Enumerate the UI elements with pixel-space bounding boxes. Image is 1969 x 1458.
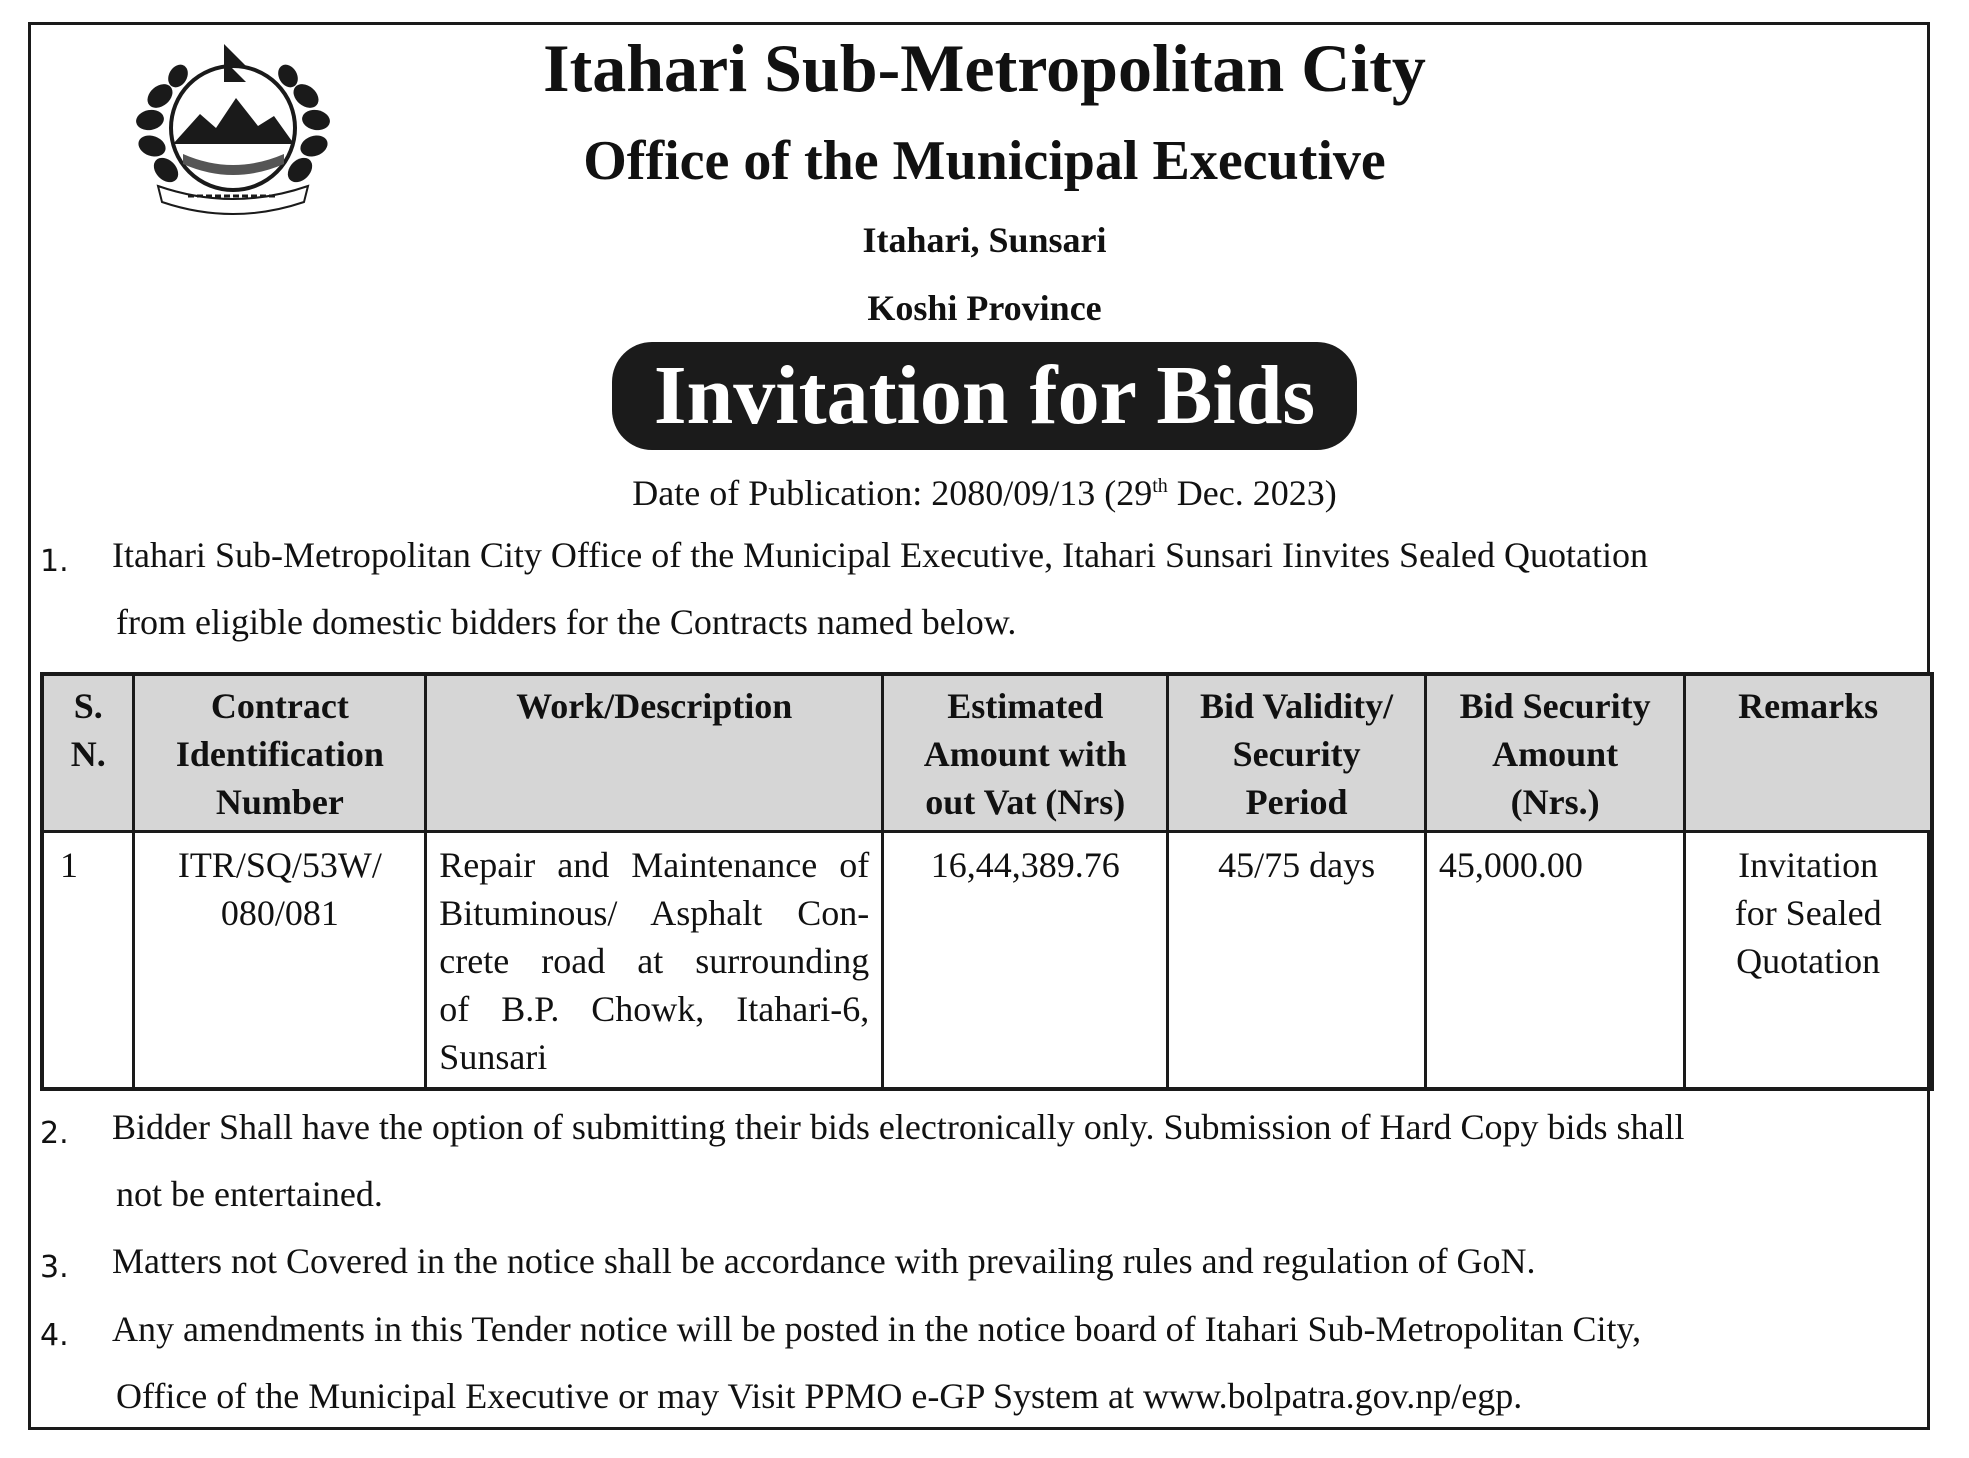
paragraph-3: [40, 1228, 1940, 1295]
cell-line: Sunsari: [439, 1037, 548, 1077]
cell-line: Invitation: [1738, 845, 1879, 885]
header-description: [426, 674, 883, 832]
header-line: Bid Security: [1459, 686, 1651, 726]
cell-security: 45,000.00: [1425, 832, 1684, 1090]
paragraph-number: 4.: [40, 1318, 69, 1353]
header-line: Number: [215, 782, 344, 822]
publication-date: [0, 462, 1969, 517]
notice-title: Invitation for Bids: [612, 342, 1357, 450]
header-line: S.: [73, 686, 103, 726]
header-line: Estimated: [947, 686, 1104, 726]
bids-table: [40, 672, 1934, 1091]
paragraph-1: [40, 522, 1940, 656]
cell-remarks: [1685, 832, 1932, 1090]
header-remarks: [1685, 674, 1932, 832]
header-line: Remarks: [1738, 686, 1879, 726]
header-sn: [42, 674, 134, 832]
header-line: Bid Validity/: [1200, 686, 1394, 726]
header-line: out Vat (Nrs): [925, 782, 1126, 822]
cell-line: of B.P. Chowk, Itahari-6,: [439, 989, 870, 1029]
publication-date-sup: th: [1152, 475, 1168, 497]
paragraph-number: 2.: [40, 1116, 69, 1151]
province-name: Koshi Province: [867, 288, 1102, 328]
cell-amount: 16,44,389.76: [883, 832, 1168, 1090]
cell-line: ITR/SQ/53W/: [177, 845, 382, 885]
header-line: Amount with: [923, 734, 1127, 774]
cell-line: Quotation: [1736, 941, 1881, 981]
cell-description: [426, 832, 883, 1090]
cell-sn: 1: [42, 832, 134, 1090]
header-line: Work/Description: [516, 686, 793, 726]
cell-validity: 45/75 days: [1168, 832, 1426, 1090]
paragraph-number: 1.: [40, 544, 69, 579]
publication-date-rest: Dec. 2023): [1167, 473, 1337, 513]
header-line: N.: [70, 734, 106, 774]
cell-line: 080/081: [220, 893, 339, 933]
office-name: Office of the Municipal Executive: [583, 130, 1386, 192]
paragraph-line: from eligible domestic bidders for the Contracts named below.: [116, 602, 1017, 642]
paragraph-line: Bidder Shall have the option of submitting their bids electronically only. Submission of Hard Copy bids shall: [112, 1107, 1685, 1147]
notice-title-wrap: [0, 342, 1969, 450]
header-line: (Nrs.): [1510, 782, 1600, 822]
header-bid-security: [1425, 674, 1684, 832]
header-line: Identification: [175, 734, 384, 774]
paragraph-line: Any amendments in this Tender notice will be posted in the notice board of Itahari Sub-Metropolitan City,: [112, 1309, 1642, 1349]
paragraph-number: 3.: [40, 1250, 69, 1285]
publication-date-label: Date of Publication: 2080/09/13 (29: [632, 473, 1153, 513]
header-line: Security: [1232, 734, 1361, 774]
table-header-row: [42, 674, 1932, 832]
table-row: [42, 832, 1932, 1090]
header-line: Contract: [210, 686, 349, 726]
header-estimated-amount: [883, 674, 1168, 832]
header-bid-validity: [1168, 674, 1426, 832]
paragraph-line: Matters not Covered in the notice shall be accordance with prevailing rules and regulation of GoN.: [112, 1241, 1536, 1281]
paragraph-line: Office of the Municipal Executive or may Visit PPMO e-GP System at www.bolpatra.gov.np/egp.: [116, 1376, 1523, 1416]
header-contract-id: [134, 674, 426, 832]
organization-name: Itahari Sub-Metropolitan City: [543, 30, 1426, 106]
paragraph-2: [40, 1094, 1940, 1228]
paragraph-line: not be entertained.: [116, 1174, 383, 1214]
cell-line: for Sealed: [1734, 893, 1882, 933]
office-location: Itahari, Sunsari: [862, 220, 1107, 260]
header-line: Period: [1245, 782, 1348, 822]
cell-line: crete road at surrounding: [439, 941, 870, 981]
cell-line: Repair and Maintenance of: [439, 845, 870, 885]
paragraph-line: Itahari Sub-Metropolitan City Office of the Municipal Executive, Itahari Sunsari Iinvites Sealed Quotation: [112, 535, 1648, 575]
header-line: Amount: [1492, 734, 1619, 774]
cell-contract-id: [134, 832, 426, 1090]
paragraph-4: [40, 1296, 1940, 1430]
cell-line: Bituminous/ Asphalt Con-: [439, 893, 870, 933]
